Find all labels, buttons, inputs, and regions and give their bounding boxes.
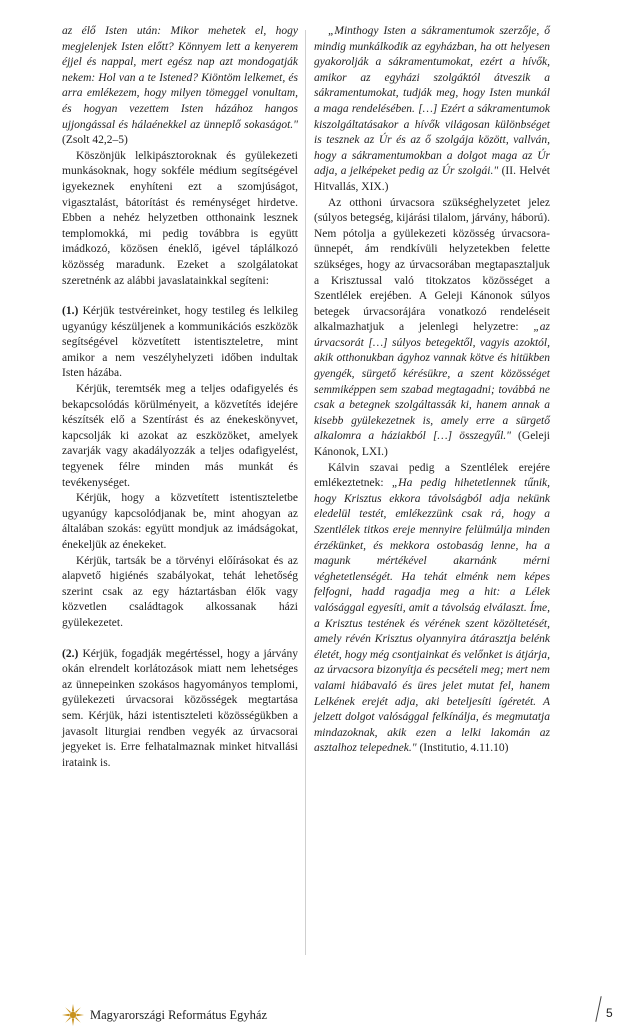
calvin-intro: Kálvin szavai pedig a Szentlélek erejére emlékeztetnek: [314, 462, 550, 490]
psalm-quote-paragraph [62, 24, 298, 149]
calvin-quote: „Ha pedig hihetetlennek tűnik, hogy Krisztus ekkora távolságból adja nekünk eledelül testét, emlékezzünk csak rá, hogy a Szentlélek titkos ereje mennyire felülmúlja minden érzékünket, és mekkora ostobaság lenne, ha a magunk mértékével akarnánk mérni véghetetlenségét. Ha tehát elménk nem képes felfogni, hadd ragadja meg a hit: a Lélek valósággal egyesíti, amit a távolság elválaszt. Íme, a Krisztus testének és vérének szent közöltetését, amely révén Krisztus olyannyira átárasztja belénk életét, hogy még csontjainkat és velőnket is átjárja, az úrvacsora bizonyítja és pecsételi meg; mert nem valami hiábavaló és üres jelet mutat fel, hanem Lelkének erejét adja, aki beteljesíti ígéretét. A jelzett dolgot valósággal felkínálja, és megmutatja mindazoknak, akik ezen a lelki lakomán az asztalhoz telepednek." [314, 477, 550, 754]
column-divider [305, 30, 306, 955]
request-2-paragraph [62, 647, 298, 772]
calvin-reference: (Institutio, 4.11.10) [417, 742, 509, 754]
left-column [62, 24, 298, 771]
page-number: 5 [606, 1006, 613, 1020]
home-communion-text: Az otthoni úrvacsora szükséghelyzetet jelez (súlyos betegség, kijárási tilalom, járvány, háború). Nem pótolja a gyülekezeti közösség úrvacsora-ünnepét, ám rendkívüli helyzetekben felette szükséges, hogy az úrvacsorában megtapasztaljuk a Krisztussal való titokzatos közösséget a Szentlélek erejében. A Geleji Kánonok súlyos betegek úrvacsorájára vonatkozó rendeléseit alkalmazhatjuk a jelenlegi helyzetre: [314, 197, 550, 334]
sunburst-logo-icon [62, 1004, 84, 1026]
request-preparation-paragraph: Kérjük, teremtsék meg a teljes odafigyelés és bekapcsolódás körülményeit, a közvetítés idejére készítsék elő a Szentírást és az énekeskönyvet, kapcsolják ki azokat az eszközöket, amelyek zavarják vagy akadályozzák a teljes odafigyelést, tegyenek félre minden más munkát és tevékenységet. [62, 382, 298, 491]
calvin-paragraph [314, 461, 550, 757]
psalm-quote: az élő Isten után: Mikor mehetek el, hogy megjelenjek Isten előtt? Könnyem lett a kenyerem éjjel és nappal, mert egész nap azt mondogatják nekem: Hol van a te Istened? Kiöntöm lelkemet, és arra emlékezem, hogy milyen tömeggel vonultam, és hogyan vezettem Isten házához hangos ujjongással és hálaénekkel az ünneplő sokaságot." [62, 25, 298, 131]
thanks-paragraph: Köszönjük lelkipásztoroknak és gyülekezeti munkásoknak, hogy sokféle médium segítségével igyekeznek enyhíteni ezt a szomjúságot, vigasztalást, bátorítást és reménységet hirdetve. Ebben a nehéz helyzetben otthonaink lesznek templomokká, mi pedig továbbra is együtt imádkozó, közösen éneklő, igével táplálkozó közösség maradunk. Ezeket a szolgálatokat szeretnénk az alábbi javaslatainkkal segíteni: [62, 149, 298, 289]
right-column [314, 24, 550, 757]
request-2-number: (2.) [62, 648, 78, 660]
page-number-slash [595, 996, 601, 1022]
request-1-paragraph [62, 304, 298, 382]
request-participation-paragraph: Kérjük, hogy a közvetített istentiszteletbe ugyanúgy kapcsolódjanak be, mint ahogyan az általában szokás: együtt mondjuk az imádságokat, énekeljük az énekeket. [62, 491, 298, 553]
geleji-reference: (Geleji Kánonok, LXI.) [314, 430, 550, 458]
request-1-number: (1.) [62, 305, 78, 317]
request-2-text: Kérjük, fogadják megértéssel, hogy a járvány okán elrendelt korlátozások miatt nem lehetséges az ünnepeinken szokásos hagyományos templomi, gyülekezeti úrvacsorai közösségek megtartása sem. Kérjük, házi istentiszteleti közösségükben a javasolt liturgiai rendben vegyék az úrvacsorai jegyeket is. Erre felhatalmaznak minket hitvallási irataink is. [62, 648, 298, 769]
request-1-text: Kérjük testvéreinket, hogy testileg és lelkileg ugyanúgy készüljenek a kommunikációs eszközök segítségével közvetített istentiszteletre, mint amikor a nem veszélyhelyzeti időben indultak Isten házába. [62, 305, 298, 379]
psalm-reference: (Zsolt 42,2–5) [62, 134, 128, 146]
request-hygiene-paragraph: Kérjük, tartsák be a törvényi előírásokat és az alapvető higiénés szabályokat, tehát lehetőség szerint csak az egy háztartásban élők vagy közvetlen családtagok alkossanak házi gyülekezetet. [62, 554, 298, 632]
home-communion-paragraph [314, 196, 550, 461]
organization-name: Magyarországi Református Egyház [90, 1008, 267, 1023]
helvetic-quote-paragraph [314, 24, 550, 196]
helvetic-reference: (II. Helvét Hitvallás, XIX.) [314, 165, 550, 193]
helvetic-quote: „Minthogy Isten a sákramentumok szerzője, ő mindig munkálkodik az egyházban, ha ott helyesen gyakorolják a sákramentumokat, ezért a hívők, amikor az egyházi szolgáktól átveszik a sákramentumokat, tudják meg, hogy Isten munkál a maga rendelésében. […] Ezért a sákramentumok kiszolgáltatásakor a hívők világosan különbséget is tesznek az Úr és az ő szolgája között, vallván, hogy a sákramentumokban a dolgot maga az Úr adja, a jelképeket pedig az Úr szolgái." [314, 25, 550, 177]
footer [62, 1004, 267, 1026]
geleji-quote: „az úrvacsorát […] súlyos betegektől, vagyis azoktól, akik otthonukban ágyhoz vannak kötve és hitükben gyengék, sürgető kérésükre, a szent közösséget semmiképpen sem szabad megtagadni; továbbá ne csak a betegnek szolgáltassák ki, hanem annak a kisebb gyülekezetnek is, amely erre a sürgető alkalomra a háziakból […] összegyűl." [314, 321, 550, 442]
